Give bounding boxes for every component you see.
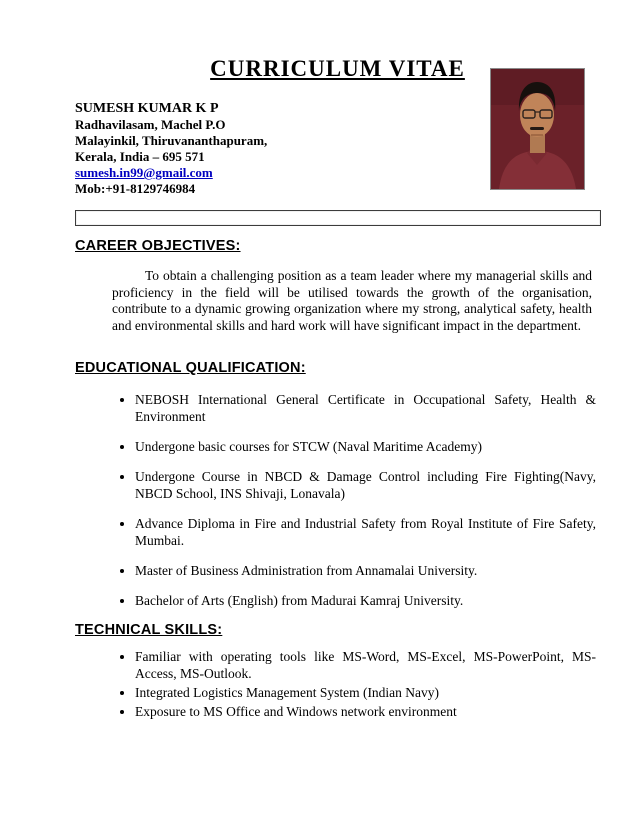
page-title: CURRICULUM VITAE	[210, 56, 465, 81]
candidate-photo	[490, 68, 585, 190]
education-list	[75, 391, 598, 609]
technical-skills-list	[75, 648, 598, 720]
mobile-number: Mob:+91-8129746984	[75, 181, 196, 196]
education-list-item: • NEBOSH International General Certificate in Occupational Safety, Health & Environment	[135, 391, 598, 425]
candidate-photo-image	[491, 69, 584, 189]
candidate-name: SUMESH KUMAR K P	[75, 101, 219, 116]
email-link[interactable]: sumesh.in99@gmail.com	[75, 165, 213, 180]
document-body	[75, 238, 598, 722]
technical-skills-list-item: • Familiar with operating tools like MS-Word, MS-Excel, MS-PowerPoint, MS-Access, MS-Outlook.	[135, 648, 598, 682]
contact-block	[75, 101, 267, 197]
education-list-item: • Undergone basic courses for STCW (Naval Maritime Academy)	[135, 438, 598, 455]
career-objectives-paragraph: To obtain a challenging position as a team leader where my managerial skills and proficiency in the field will be utilised towards the growth of the organisation, contribute to a dynamic growing organization where my strong, analytical safety, health and environmental skills and hard work will have significant impact in the department.	[112, 268, 592, 333]
education-list-item: • Bachelor of Arts (English) from Madurai Kamraj University.	[135, 592, 598, 609]
address-line-2: Malayinkil, Thiruvananthapuram,	[75, 133, 268, 148]
technical-skills-list-item: • Integrated Logistics Management System (Indian Navy)	[135, 684, 598, 701]
address-line-1: Radhavilasam, Machel P.O	[75, 117, 226, 132]
section-heading-educational-qualification: EDUCATIONAL QUALIFICATION:	[75, 360, 306, 376]
section-heading-technical-skills: TECHNICAL SKILLS:	[75, 622, 223, 638]
education-list-item: • Undergone Course in NBCD & Damage Control including Fire Fighting(Navy, NBCD School, INS Shivaji, Lonavala)	[135, 468, 598, 502]
education-list-item: • Advance Diploma in Fire and Industrial Safety from Royal Institute of Fire Safety, Mumbai.	[135, 515, 598, 549]
section-heading-career-objectives: CAREER OBJECTIVES:	[75, 238, 241, 254]
education-list-item: • Master of Business Administration from Annamalai University.	[135, 562, 598, 579]
technical-skills-list-item: • Exposure to MS Office and Windows network environment	[135, 703, 598, 720]
divider-box	[75, 210, 601, 226]
address-line-3: Kerala, India – 695 571	[75, 149, 205, 164]
